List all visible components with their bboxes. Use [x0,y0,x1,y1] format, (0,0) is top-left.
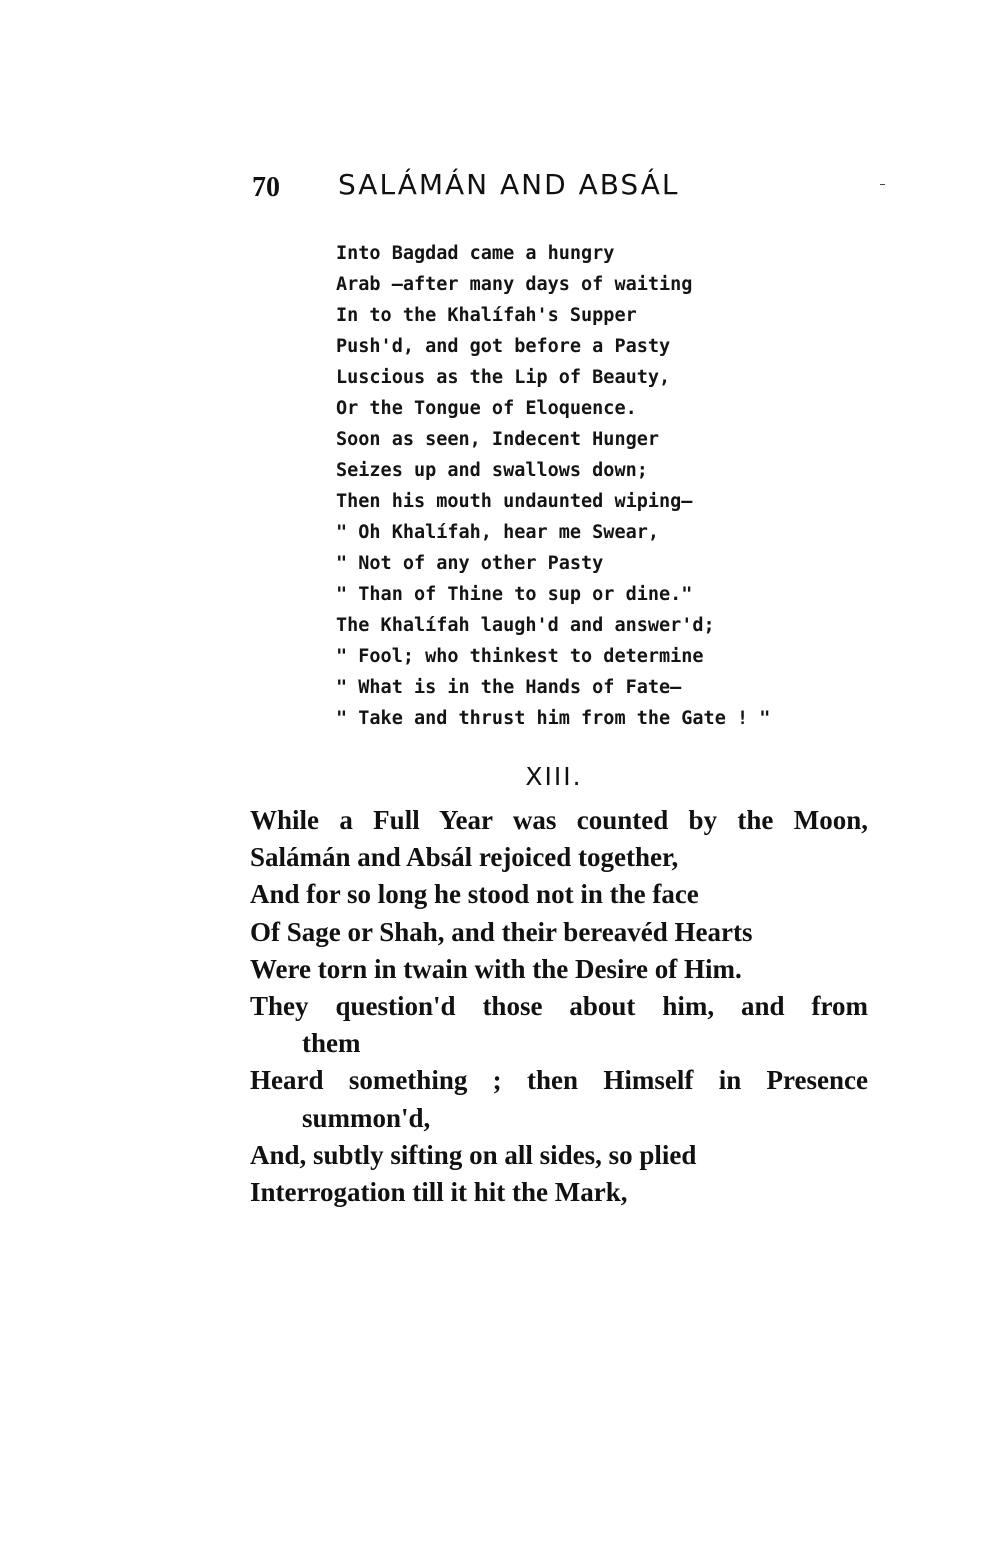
quote-line: The Khalífah laugh'd and answer'd; [336,615,715,636]
verse-line: Salámán and Absál rejoiced together, [250,842,679,873]
section-heading: XIII. [525,762,583,791]
quote-line: Into Bagdad came a hungry [336,243,615,264]
quote-line: " Fool; who thinkest to determine [336,646,704,667]
quote-line: " Oh Khalífah, hear me Swear, [336,522,660,543]
quote-line: Soon as seen, Indecent Hunger [336,429,660,450]
verse-line-first: Heard something ; then Himself in Presence [250,1065,868,1096]
quote-line: " Take and thrust him from the Gate ! " [336,708,771,729]
verse-line: While a Full Year was counted by the Moon, [250,805,868,835]
verse-line: Of Sage or Shah, and their bereavéd Hearts [250,916,753,947]
quote-line: Seizes up and swallows down; [336,460,648,481]
quote-line: In to the Khalífah's Supper [336,305,637,326]
verse-line-continuation: summon'd, [302,1102,431,1133]
running-title: SALÁMÁN AND ABSÁL [338,168,680,201]
verse-line: Interrogation till it hit the Mark, [250,1177,628,1208]
verse-line: Were torn in twain with the Desire of Him. [250,953,742,984]
quote-line: " Not of any other Pasty [336,553,604,574]
quote-line: Or the Tongue of Eloquence. [336,398,637,419]
verse-line: And for so long he stood not in the face [250,879,699,910]
verse-line: And, subtly sifting on all sides, so plied [250,1139,697,1170]
quote-line: Then his mouth undaunted wiping— [336,491,693,512]
verse-line-wrapped [250,988,868,1062]
quote-line: Push'd, and got before a Pasty [336,336,671,357]
verse-block [250,802,868,1211]
quote-line: Luscious as the Lip of Beauty, [336,367,671,388]
quote-line: " Than of Thine to sup or dine." [336,584,693,605]
verse-line-first: They question'd those about him, and from [250,991,868,1022]
verse-line-wrapped [250,1062,868,1136]
quote-line: " What is in the Hands of Fate— [336,677,682,698]
verse-line-continuation: them [302,1028,361,1059]
print-mark [880,184,885,185]
quote-line: Arab —after many days of waiting [336,274,693,295]
quoted-verse-block [336,238,856,734]
page-number: 70 [252,172,280,203]
